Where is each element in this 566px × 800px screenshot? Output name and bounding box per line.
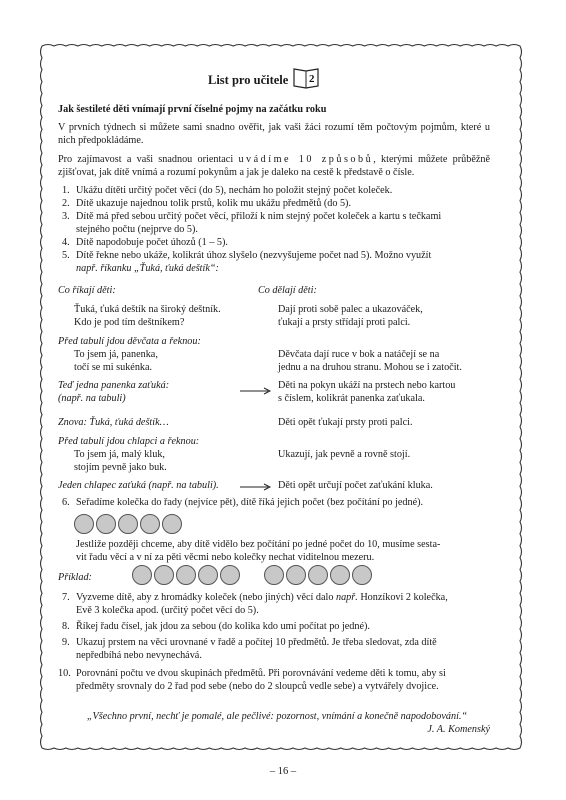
arrow-icon (238, 482, 274, 492)
circle-icon (74, 514, 94, 534)
action-lines: Dají proti sobě palec a ukazováček, ťukají a prsty střídají proti palci. (278, 304, 423, 328)
rhyme-subheading: Před tabulí jdou chlapci a řeknou: (58, 436, 200, 447)
arrow-icon (238, 386, 274, 396)
action-line: Děti opět určují počet zaťukání kluka. (278, 480, 433, 491)
circle-icon (176, 565, 196, 585)
badge-number: 2 (309, 73, 315, 85)
action-lines: Děti na pokyn ukáží na prstech nebo kartou s číslem, kolikrát panenka zaťukala. (278, 380, 456, 404)
header (208, 66, 320, 94)
list-item: 5. Dítě řekne nebo ukáže, kolikrát úhoz slyšelo (nezvyšujeme počet nad 5). Možno využít např. říkanku „Ťuká, ťuká deštík“: (62, 250, 432, 274)
circle-icon (162, 514, 182, 534)
section-heading: Jak šestileté děti vnímají první číselné pojmy na začátku roku (58, 104, 327, 115)
note-paragraph: Jestliže později chceme, aby dítě vidělo bez počítání po jedné počet do 10, musíme sesta- vit řadu věcí a v ní za pěti věcmi nebo kolečky nechat viditelnou mezeru. (76, 539, 441, 563)
circle-icon (264, 565, 284, 585)
intro-paragraph-2: Pro zajímavost a vaši snadnou orientaci uvádíme 10 způsobů, kterými můžete průběžně zjišťovat, jak dítě vnímá a rozumí pokynům a jak je daleko na cestě k představě o čísle. (58, 154, 491, 178)
rhyme-lines: To jsem já, malý kluk, stojím pevně jako buk. (74, 449, 167, 473)
header-title: List pro učitele (208, 72, 289, 87)
circle-icon (220, 565, 240, 585)
circle-icon (96, 514, 116, 534)
list-item: 7. Vyzveme dítě, aby z hromádky koleček (nebo jiných) věcí dalo např. Honzíkovi 2 kolečka, Evě 3 kolečka apod. (určitý počet věcí do 5). (62, 592, 448, 616)
list-item: 10. Porovnání počtu ve dvou skupinách předmětů. Při porovnávání vedeme děti k tomu, aby si předměty srovnaly do 2 řad pod sebe (nebo do 2 sloupců vedle sebe) a vytvářely dvojice. (58, 668, 446, 692)
circle-icon (286, 565, 306, 585)
rhyme-lines: To jsem já, panenka, točí se mi sukénka. (74, 349, 158, 373)
rhyme-line: Znova: Ťuká, ťuká deštík… (58, 417, 169, 428)
action-lines: Děvčata dají ruce v bok a natáčejí se na jednu a na druhou stranu. Mohou se i zatočit. (278, 349, 462, 373)
quote-author: J. A. Komenský (427, 724, 490, 735)
circle-icon (308, 565, 328, 585)
action-line: Ukazují, jak pevně a rovně stojí. (278, 449, 411, 460)
circle-icon (140, 514, 160, 534)
circle-icon (118, 514, 138, 534)
rhyme-lines: Teď jedna panenka zaťuká: (např. na tabuli) (58, 380, 170, 404)
list-item: 4. Dítě napodobuje počet úhozů (1 – 5). (62, 237, 228, 248)
right-column-heading: Co dělají děti: (258, 285, 317, 296)
circle-row-first-five (132, 565, 240, 585)
list-item: 6. Seřadíme kolečka do řady (nejvíce pět), dítě říká jejich počet (bez počítání po jedné). (62, 497, 424, 508)
intro-paragraph-1: V prvních týdnech si můžete sami snadno ověřit, jak vaši žáci rozumí těm počtovým pojmům, které u nich předpokládáme. (58, 122, 490, 146)
left-column-heading: Co říkají děti: (58, 285, 116, 296)
circle-icon (352, 565, 372, 585)
circle-icon (154, 565, 174, 585)
list-item: 9. Ukazuj prstem na věci urovnané v řadě a počítej 10 předmětů. Je třeba sledovat, zda dítě nepředbíhá nebo nevynechává. (62, 637, 437, 661)
circle-icon (330, 565, 350, 585)
circle-row-five (74, 514, 182, 534)
page-number: – 16 – (269, 766, 297, 777)
circle-icon (198, 565, 218, 585)
action-line: Děti opět ťukají prsty proti palci. (278, 417, 413, 428)
list-item: 8. Říkej řadu čísel, jak jdou za sebou (do kolika kdo umí počítat po jedné). (62, 621, 370, 632)
rhyme-lines: Ťuká, ťuká deštík na široký deštník. Kdo je pod tím deštníkem? (74, 304, 221, 328)
quote-text: „Všechno první, nechť je pomalé, ale pečlivé: pozornost, vnímání a konečně napodobování.“ (86, 711, 468, 722)
circle-icon (132, 565, 152, 585)
list-item: 1. Ukážu dítěti určitý počet věcí (do 5), nechám ho položit stejný počet koleček. (62, 185, 393, 196)
list-item: 3. Dítě má před sebou určitý počet věcí, přiloží k nim stejný počet koleček a kartu s tečkami stejného počtu (nejprve do 5). (62, 211, 442, 235)
rhyme-subheading: Před tabulí jdou děvčata a řeknou: (58, 336, 201, 347)
circle-row-second-five (264, 565, 372, 585)
book-icon (292, 66, 320, 94)
list-item: 2. Dítě ukazuje najednou tolik prstů, kolik mu ukážu předmětů (do 5). (62, 198, 351, 209)
rhyme-line: Jeden chlapec zaťuká (např. na tabuli). (58, 480, 219, 491)
example-label: Příklad: (58, 572, 92, 583)
